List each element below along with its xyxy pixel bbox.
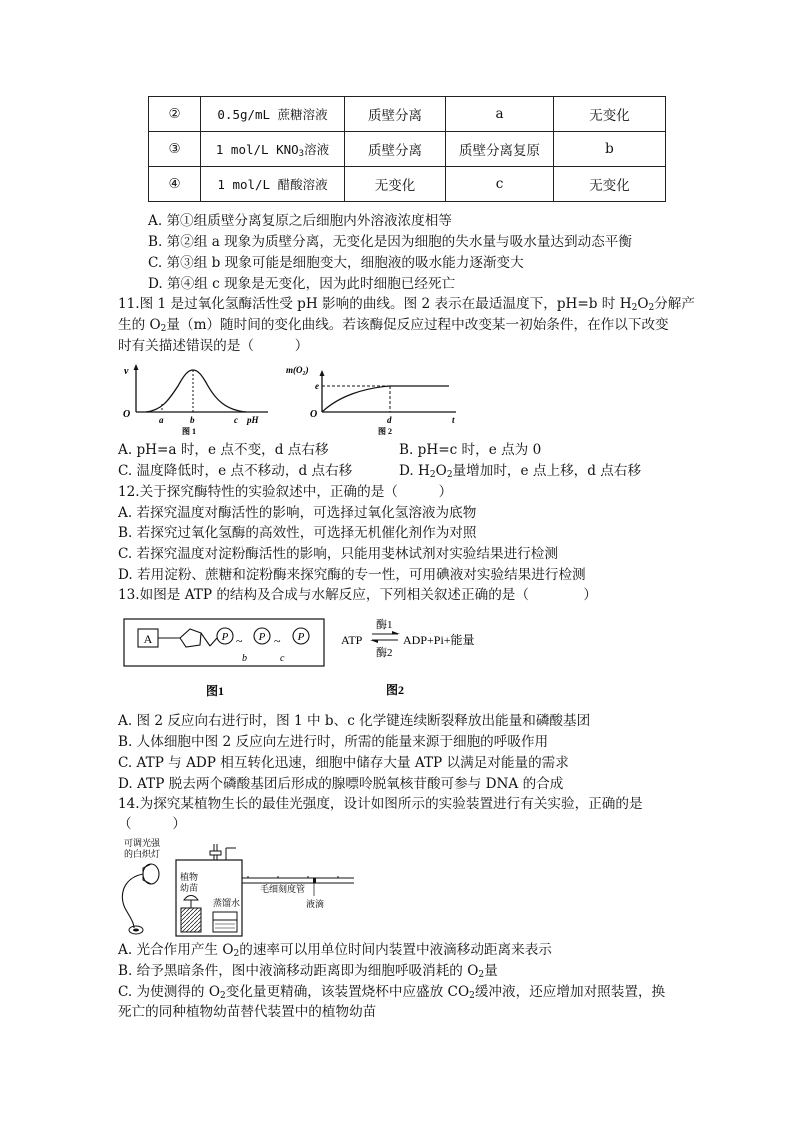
table-cell: 无变化: [554, 97, 666, 132]
tube-label: 毛细刻度管: [260, 884, 306, 894]
q11-stem-line2: [118, 316, 669, 338]
q10-option-a: A. 第①组质壁分离复原之后细胞内外溶液浓度相等: [148, 213, 452, 229]
q14-apparatus-figure: [118, 836, 358, 940]
experiment-table: [148, 96, 666, 202]
option-text: D. H: [399, 463, 430, 479]
q11-option-d: [399, 462, 641, 484]
y-axis-label: v: [124, 366, 129, 377]
option-text: O: [435, 463, 447, 479]
option-text: 变化量更精确，该装置烧杯中应盛放 CO: [225, 984, 470, 1000]
subscript: 2: [220, 991, 226, 1001]
subscript: 2: [648, 303, 655, 313]
y-axis: [134, 364, 139, 412]
bond-c-label: c: [280, 653, 285, 664]
reactant-label: ATP: [341, 633, 363, 647]
sealed-container: [176, 844, 242, 936]
origin-label: O: [310, 409, 318, 420]
x-axis-label: pH: [247, 415, 259, 425]
table-row: [149, 132, 666, 167]
table-cell: ④: [149, 167, 201, 202]
stem-text: 分解产: [654, 296, 695, 312]
table-cell: 无变化: [554, 167, 666, 202]
option-text: A. 光合作用产生 O: [118, 942, 234, 958]
phosphate-label: P: [221, 631, 229, 643]
atp-structure-figure: [124, 619, 324, 698]
plant-pot: [181, 908, 201, 932]
q10-option-b: B. 第②组 a 现象为质壁分离，无变化是因为细胞的失水量与吸水量达到动态平衡: [148, 234, 632, 250]
stem-text: 量（m）随时间的变化曲线。若该酶促反应过程中改变某一初始条件，在作以下改变: [166, 317, 669, 333]
q12-option-a: A. 若探究温度对酶活性的影响，可选择过氧化氢溶液为底物: [118, 505, 477, 521]
subscript: 2: [631, 303, 638, 313]
tick-b: b: [190, 415, 195, 425]
q14-option-a: [118, 941, 552, 963]
q11-figure-2: [284, 362, 464, 442]
subscript: 2: [446, 470, 453, 480]
subscript: 2: [160, 324, 167, 334]
cell-text: 溶液: [304, 141, 330, 157]
table-cell: 0.5g/mL 蔗糖溶液: [201, 97, 345, 132]
q10-option-c: C. 第③组 b 现象可能是细胞变大，细胞液的吸水能力逐渐变大: [148, 255, 524, 271]
stem-text: 11.图 1 是过氧化氢酶活性受 pH 影响的曲线。图 2 表示在最适温度下，pH=b 时 H: [118, 296, 632, 312]
drop-label: 液滴: [306, 899, 325, 909]
q14-option-c: [118, 983, 665, 1005]
q13-option-a: A. 图 2 反应向右进行时，图 1 中 b、c 化学键连续断裂释放出能量和磷酸基团: [118, 713, 591, 729]
enzyme1-label: 酶1: [376, 619, 393, 631]
products-label: ADP+Pi+能量: [403, 633, 475, 647]
beaker: [213, 912, 237, 932]
enzyme2-label: 酶2: [376, 647, 393, 659]
table-cell: 质壁分离: [345, 97, 446, 132]
subscript: 2: [469, 991, 475, 1001]
bond-b-label: b: [242, 653, 247, 664]
table-cell: ②: [149, 97, 201, 132]
table-cell: 质壁分离: [345, 132, 446, 167]
o2-curve: [322, 386, 449, 412]
figure-caption: 图 1: [182, 427, 196, 436]
subscript: 2: [233, 949, 240, 959]
q14-stem: 14.为探究某植物生长的最佳光强度，设计如图所示的实验装置进行有关实验，正确的是: [118, 796, 643, 812]
option-text: C. 为使测得的 O: [118, 984, 220, 1000]
q11-stem-line3: 时有关描述错误的是（ ）: [118, 338, 309, 354]
high-energy-bond: ~: [236, 634, 243, 648]
q12-stem: 12.关于探究酶特性的实验叙述中，正确的是（ ）: [118, 484, 453, 500]
tick-d: d: [387, 415, 392, 425]
table-cell: c: [446, 167, 554, 202]
phosphate-label: P: [258, 631, 266, 643]
water-label: 蒸馏水: [213, 898, 241, 908]
subscript: 3: [298, 148, 305, 159]
q12-option-d: D. 若用淀粉、蔗糖和淀粉酶来探究酶的专一性，可用碘液对实验结果进行检测: [118, 567, 586, 583]
q11-stem: [118, 295, 695, 317]
q11-option-a: A. pH=a 时，e 点不变，d 点右移: [118, 442, 329, 458]
table-cell: 1 mol/L 醋酸溶液: [201, 167, 345, 202]
q12-option-c: C. 若探究温度对淀粉酶活性的影响，只能用斐林试剂对实验结果进行检测: [118, 546, 558, 562]
level-e-label: e: [315, 381, 319, 391]
q13-stem: 13.如图是 ATP 的结构及合成与水解反应，下列相关叙述正确的是（ ）: [118, 587, 597, 603]
table-cell: b: [554, 132, 666, 167]
figure-caption: 图 2: [378, 427, 392, 436]
cell-text: 1 mol/L KNO: [215, 141, 299, 157]
option-text: 量增加时，e 点上移，d 点右移: [452, 463, 642, 479]
q11-option-b: B. pH=c 时，e 点为 0: [399, 442, 542, 458]
capillary-tube: [242, 876, 354, 909]
table-row: [149, 167, 666, 202]
option-text: 缓冲液，还应增加对照装置，换: [474, 984, 666, 1000]
x-axis-label: t: [452, 415, 455, 425]
figure-caption: 图2: [386, 683, 405, 697]
table-cell: a: [446, 97, 554, 132]
plant-label: 幼苗: [180, 883, 199, 893]
stem-text: O: [637, 296, 649, 312]
tick-a: a: [159, 415, 164, 425]
option-text: B. 给予黑暗条件，图中液滴移动距离即为细胞呼吸消耗的 O: [118, 963, 479, 979]
q13-option-d: D. ATP 脱去两个磷酸基团后形成的腺嘌呤脱氧核苷酸可参与 DNA 的合成: [118, 776, 564, 792]
q11-figure-1: [118, 362, 278, 442]
stem-text: 生的 O: [118, 317, 161, 333]
lamp-label: 可调光强: [124, 838, 161, 848]
option-text: 的速率可以用单位时间内装置中液滴移动距离来表示: [239, 942, 552, 958]
table-cell: [201, 132, 345, 167]
atp-reaction-figure: [341, 617, 475, 697]
table-cell: ③: [149, 132, 201, 167]
lamp-label: 的白炽灯: [124, 849, 161, 859]
liquid-drop: [313, 878, 316, 883]
q13-option-b: B. 人体细胞中图 2 反应向左进行时，所需的能量来源于细胞的呼吸作用: [118, 734, 549, 750]
q10-option-d: D. 第④组 c 现象是无变化，因为此时细胞已经死亡: [148, 276, 456, 292]
y-axis-label: m(O₂): [286, 365, 309, 375]
q14-option-b: [118, 962, 498, 984]
lamp-icon: [122, 864, 159, 934]
y-axis: [320, 370, 325, 412]
q14-blank: （ ）: [118, 816, 186, 832]
origin-label: O: [123, 409, 131, 420]
high-energy-bond: ~: [274, 634, 281, 648]
activity-curve: [146, 370, 246, 412]
subscript: 2: [429, 470, 436, 480]
option-text: 量: [484, 963, 498, 979]
figure-caption: 图1: [206, 684, 225, 698]
table-cell: 无变化: [345, 167, 446, 202]
adenine-label: A: [143, 632, 153, 646]
q12-option-b: B. 若探究过氧化氢酶的高效性，可选择无机催化剂作为对照: [118, 525, 477, 541]
q13-figures: [120, 614, 480, 702]
table-cell: 质壁分离复原: [446, 132, 554, 167]
q11-option-c: C. 温度降低时，e 点不移动，d 点右移: [118, 463, 353, 479]
subscript: 2: [478, 970, 485, 980]
table-row: [149, 97, 666, 132]
tick-c: c: [234, 415, 238, 425]
ribose-pentagon: [180, 629, 201, 647]
phosphate-label: P: [297, 631, 305, 643]
q13-option-c: C. ATP 与 ADP 相互转化迅速，细胞中储存大量 ATP 以满足对能量的需求: [118, 755, 569, 771]
plant-label: 植物: [180, 872, 199, 882]
q14-option-c-line2: 死亡的同种植物幼苗替代装置中的植物幼苗: [118, 1004, 377, 1020]
